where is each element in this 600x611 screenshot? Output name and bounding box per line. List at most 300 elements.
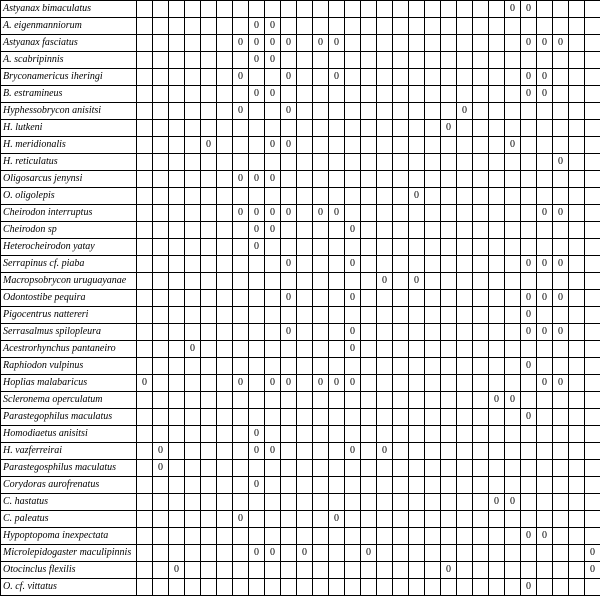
occurrence-cell [505, 188, 521, 205]
occurrence-cell [217, 86, 233, 103]
occurrence-cell [169, 256, 185, 273]
occurrence-cell [169, 324, 185, 341]
occurrence-cell [169, 290, 185, 307]
occurrence-cell [217, 273, 233, 290]
occurrence-cell [185, 239, 201, 256]
occurrence-cell [521, 171, 537, 188]
occurrence-cell [457, 511, 473, 528]
occurrence-cell [201, 494, 217, 511]
occurrence-cell [185, 545, 201, 562]
table-row [1, 426, 600, 443]
occurrence-cell [425, 528, 441, 545]
occurrence-cell [137, 103, 153, 120]
occurrence-cell [137, 188, 153, 205]
occurrence-cell [393, 222, 409, 239]
occurrence-cell [137, 1, 153, 18]
occurrence-cell [569, 188, 585, 205]
occurrence-cell [201, 120, 217, 137]
occurrence-cell [281, 188, 297, 205]
occurrence-cell [169, 205, 185, 222]
occurrence-cell [169, 375, 185, 392]
occurrence-cell [585, 511, 600, 528]
occurrence-cell [537, 120, 553, 137]
occurrence-cell [553, 443, 569, 460]
occurrence-cell [393, 205, 409, 222]
occurrence-cell [457, 137, 473, 154]
occurrence-cell [425, 52, 441, 69]
occurrence-cell [281, 18, 297, 35]
occurrence-cell [457, 324, 473, 341]
occurrence-cell [537, 545, 553, 562]
occurrence-cell [201, 52, 217, 69]
occurrence-cell [217, 205, 233, 222]
occurrence-cell [137, 426, 153, 443]
occurrence-cell [137, 239, 153, 256]
occurrence-cell [473, 256, 489, 273]
occurrence-cell [553, 239, 569, 256]
occurrence-cell [505, 307, 521, 324]
occurrence-cell [233, 86, 249, 103]
occurrence-cell [185, 256, 201, 273]
occurrence-cell [569, 35, 585, 52]
occurrence-cell: 0 [249, 205, 265, 222]
occurrence-cell [201, 324, 217, 341]
occurrence-cell [553, 494, 569, 511]
occurrence-cell [505, 443, 521, 460]
occurrence-cell [425, 511, 441, 528]
occurrence-cell [361, 103, 377, 120]
occurrence-cell [233, 137, 249, 154]
occurrence-cell [217, 545, 233, 562]
occurrence-cell: 0 [297, 545, 313, 562]
occurrence-cell [345, 154, 361, 171]
occurrence-cell [329, 494, 345, 511]
occurrence-cell [489, 86, 505, 103]
occurrence-cell [137, 69, 153, 86]
occurrence-cell: 0 [265, 137, 281, 154]
occurrence-cell [313, 392, 329, 409]
occurrence-cell [425, 239, 441, 256]
occurrence-cell [329, 341, 345, 358]
occurrence-cell [393, 392, 409, 409]
occurrence-cell: 0 [361, 545, 377, 562]
occurrence-cell [201, 307, 217, 324]
occurrence-cell: 0 [233, 375, 249, 392]
occurrence-cell [297, 494, 313, 511]
occurrence-cell: 0 [537, 35, 553, 52]
occurrence-cell [377, 307, 393, 324]
occurrence-cell [521, 120, 537, 137]
occurrence-cell [185, 137, 201, 154]
occurrence-cell [297, 256, 313, 273]
occurrence-cell [585, 256, 600, 273]
occurrence-cell [425, 494, 441, 511]
occurrence-cell [169, 392, 185, 409]
occurrence-cell [553, 562, 569, 579]
occurrence-cell [569, 239, 585, 256]
table-body [1, 1, 600, 596]
occurrence-cell: 0 [521, 324, 537, 341]
occurrence-cell [297, 324, 313, 341]
table-row [1, 52, 600, 69]
occurrence-cell [553, 52, 569, 69]
occurrence-cell: 0 [521, 69, 537, 86]
occurrence-cell [265, 69, 281, 86]
occurrence-cell [425, 222, 441, 239]
occurrence-cell [377, 545, 393, 562]
occurrence-cell [249, 290, 265, 307]
occurrence-cell [441, 69, 457, 86]
occurrence-cell: 0 [441, 562, 457, 579]
occurrence-cell [345, 188, 361, 205]
occurrence-cell [153, 35, 169, 52]
occurrence-cell [217, 324, 233, 341]
occurrence-cell [473, 86, 489, 103]
occurrence-cell [361, 18, 377, 35]
occurrence-cell: 0 [537, 324, 553, 341]
occurrence-cell: 0 [281, 69, 297, 86]
occurrence-cell [473, 460, 489, 477]
occurrence-cell [281, 273, 297, 290]
occurrence-cell [377, 579, 393, 596]
occurrence-cell [489, 511, 505, 528]
occurrence-cell [537, 426, 553, 443]
occurrence-cell [473, 494, 489, 511]
occurrence-cell [393, 307, 409, 324]
occurrence-cell [313, 443, 329, 460]
occurrence-cell [169, 341, 185, 358]
occurrence-cell [217, 409, 233, 426]
occurrence-cell [425, 256, 441, 273]
occurrence-cell [537, 443, 553, 460]
occurrence-cell [329, 460, 345, 477]
species-name: Microlepidogaster maculipinnis [1, 545, 137, 562]
occurrence-cell: 0 [521, 290, 537, 307]
occurrence-cell: 0 [521, 409, 537, 426]
occurrence-cell [489, 154, 505, 171]
occurrence-cell [505, 511, 521, 528]
occurrence-cell [249, 120, 265, 137]
occurrence-cell [457, 120, 473, 137]
occurrence-cell [441, 35, 457, 52]
occurrence-cell [537, 222, 553, 239]
table-row [1, 273, 600, 290]
occurrence-cell [553, 137, 569, 154]
occurrence-cell: 0 [249, 222, 265, 239]
occurrence-cell [233, 528, 249, 545]
occurrence-cell [185, 35, 201, 52]
occurrence-cell [553, 171, 569, 188]
occurrence-cell [425, 341, 441, 358]
occurrence-cell [425, 188, 441, 205]
species-name: Hoplias malabaricus [1, 375, 137, 392]
occurrence-cell [473, 324, 489, 341]
occurrence-cell [345, 205, 361, 222]
occurrence-cell [409, 460, 425, 477]
occurrence-cell [377, 324, 393, 341]
occurrence-cell [185, 494, 201, 511]
occurrence-cell [441, 154, 457, 171]
occurrence-cell [297, 426, 313, 443]
occurrence-cell [361, 494, 377, 511]
occurrence-cell [345, 511, 361, 528]
occurrence-cell [265, 426, 281, 443]
occurrence-cell: 0 [313, 375, 329, 392]
table-row [1, 86, 600, 103]
occurrence-cell: 0 [265, 375, 281, 392]
species-name: H. reticulatus [1, 154, 137, 171]
occurrence-cell [313, 426, 329, 443]
occurrence-cell [393, 545, 409, 562]
occurrence-cell [393, 188, 409, 205]
occurrence-cell [249, 511, 265, 528]
occurrence-cell [217, 392, 233, 409]
occurrence-cell [473, 1, 489, 18]
occurrence-cell: 0 [281, 375, 297, 392]
occurrence-cell [345, 545, 361, 562]
table-row [1, 205, 600, 222]
occurrence-cell [569, 290, 585, 307]
occurrence-cell [137, 324, 153, 341]
occurrence-cell [569, 52, 585, 69]
occurrence-cell [201, 256, 217, 273]
occurrence-cell [297, 171, 313, 188]
occurrence-cell [265, 409, 281, 426]
occurrence-cell [345, 392, 361, 409]
occurrence-cell [457, 222, 473, 239]
occurrence-cell [537, 409, 553, 426]
occurrence-cell [297, 307, 313, 324]
occurrence-cell [265, 528, 281, 545]
occurrence-cell [441, 324, 457, 341]
occurrence-cell [361, 409, 377, 426]
occurrence-cell [457, 69, 473, 86]
occurrence-cell [489, 1, 505, 18]
occurrence-cell [345, 562, 361, 579]
occurrence-cell [361, 154, 377, 171]
occurrence-cell [409, 341, 425, 358]
occurrence-cell [233, 120, 249, 137]
occurrence-cell [441, 460, 457, 477]
occurrence-cell [169, 188, 185, 205]
occurrence-cell [249, 324, 265, 341]
occurrence-cell [441, 256, 457, 273]
occurrence-cell [313, 239, 329, 256]
species-name: Scleronema operculatum [1, 392, 137, 409]
occurrence-cell: 0 [265, 222, 281, 239]
occurrence-cell [153, 171, 169, 188]
occurrence-cell [537, 18, 553, 35]
occurrence-cell [409, 35, 425, 52]
occurrence-cell [505, 409, 521, 426]
occurrence-cell [201, 103, 217, 120]
occurrence-cell [169, 460, 185, 477]
occurrence-cell [329, 18, 345, 35]
occurrence-cell [153, 409, 169, 426]
occurrence-cell [217, 460, 233, 477]
occurrence-cell [425, 375, 441, 392]
occurrence-cell [441, 52, 457, 69]
occurrence-cell [585, 579, 600, 596]
occurrence-cell [569, 477, 585, 494]
occurrence-cell [521, 426, 537, 443]
occurrence-cell [585, 69, 600, 86]
occurrence-cell [521, 18, 537, 35]
occurrence-cell: 0 [313, 35, 329, 52]
occurrence-cell [169, 528, 185, 545]
occurrence-cell [425, 426, 441, 443]
occurrence-cell: 0 [553, 35, 569, 52]
occurrence-cell [585, 18, 600, 35]
occurrence-cell [457, 562, 473, 579]
occurrence-cell [249, 341, 265, 358]
occurrence-cell [521, 511, 537, 528]
species-name: Heterocheirodon yatay [1, 239, 137, 256]
occurrence-cell [185, 443, 201, 460]
occurrence-cell [297, 222, 313, 239]
occurrence-cell [313, 562, 329, 579]
occurrence-cell [489, 18, 505, 35]
occurrence-cell [313, 579, 329, 596]
occurrence-cell [441, 511, 457, 528]
occurrence-cell [185, 222, 201, 239]
occurrence-cell [169, 477, 185, 494]
occurrence-cell [505, 69, 521, 86]
occurrence-cell [297, 103, 313, 120]
occurrence-cell [585, 154, 600, 171]
occurrence-cell [281, 171, 297, 188]
occurrence-cell: 0 [521, 35, 537, 52]
occurrence-cell: 0 [329, 35, 345, 52]
occurrence-cell: 0 [233, 69, 249, 86]
occurrence-cell [521, 460, 537, 477]
occurrence-cell [393, 460, 409, 477]
occurrence-cell [425, 545, 441, 562]
occurrence-cell [569, 205, 585, 222]
occurrence-cell [569, 103, 585, 120]
occurrence-cell [249, 392, 265, 409]
occurrence-cell: 0 [281, 290, 297, 307]
occurrence-cell [137, 477, 153, 494]
occurrence-cell [137, 273, 153, 290]
occurrence-cell [361, 426, 377, 443]
occurrence-cell [377, 358, 393, 375]
occurrence-cell [329, 443, 345, 460]
occurrence-cell [361, 69, 377, 86]
occurrence-cell [489, 528, 505, 545]
occurrence-cell [217, 69, 233, 86]
occurrence-cell: 0 [345, 290, 361, 307]
table-row [1, 307, 600, 324]
occurrence-cell [457, 86, 473, 103]
occurrence-cell [281, 341, 297, 358]
species-name: Cheirodon sp [1, 222, 137, 239]
occurrence-cell [361, 137, 377, 154]
occurrence-cell [457, 18, 473, 35]
occurrence-cell [201, 86, 217, 103]
occurrence-cell [489, 205, 505, 222]
occurrence-cell [361, 1, 377, 18]
species-name: Corydoras aurofrenatus [1, 477, 137, 494]
occurrence-cell [393, 120, 409, 137]
occurrence-cell [569, 120, 585, 137]
occurrence-cell [505, 341, 521, 358]
occurrence-cell [409, 324, 425, 341]
occurrence-cell [153, 256, 169, 273]
occurrence-cell [345, 494, 361, 511]
occurrence-cell [377, 392, 393, 409]
occurrence-cell [169, 307, 185, 324]
occurrence-cell: 0 [537, 256, 553, 273]
occurrence-cell [217, 256, 233, 273]
occurrence-cell [329, 137, 345, 154]
occurrence-cell: 0 [153, 460, 169, 477]
occurrence-cell [217, 562, 233, 579]
occurrence-cell [569, 528, 585, 545]
occurrence-cell [153, 188, 169, 205]
occurrence-cell: 0 [553, 375, 569, 392]
table-row [1, 511, 600, 528]
occurrence-cell [585, 528, 600, 545]
occurrence-cell [345, 358, 361, 375]
occurrence-cell [521, 154, 537, 171]
occurrence-cell: 0 [233, 511, 249, 528]
occurrence-cell [425, 35, 441, 52]
occurrence-cell [457, 477, 473, 494]
occurrence-cell [393, 137, 409, 154]
occurrence-cell [217, 579, 233, 596]
occurrence-cell [249, 188, 265, 205]
species-name: C. paleatus [1, 511, 137, 528]
occurrence-cell [361, 375, 377, 392]
occurrence-cell [345, 171, 361, 188]
table-row [1, 239, 600, 256]
occurrence-cell [297, 477, 313, 494]
occurrence-cell [329, 307, 345, 324]
occurrence-cell [457, 35, 473, 52]
occurrence-cell [185, 511, 201, 528]
occurrence-cell [169, 103, 185, 120]
occurrence-cell [361, 358, 377, 375]
occurrence-cell [393, 443, 409, 460]
occurrence-cell [425, 477, 441, 494]
occurrence-cell [361, 222, 377, 239]
occurrence-cell [297, 392, 313, 409]
occurrence-cell: 0 [537, 86, 553, 103]
occurrence-cell [505, 562, 521, 579]
occurrence-cell [185, 477, 201, 494]
occurrence-cell [505, 18, 521, 35]
occurrence-cell [153, 205, 169, 222]
species-name: H. vazferreirai [1, 443, 137, 460]
species-name: Hyphessobrycon anisitsi [1, 103, 137, 120]
occurrence-cell: 0 [265, 35, 281, 52]
occurrence-cell [585, 341, 600, 358]
occurrence-cell [329, 545, 345, 562]
occurrence-cell: 0 [521, 86, 537, 103]
occurrence-cell [553, 273, 569, 290]
occurrence-cell [569, 511, 585, 528]
occurrence-cell [441, 188, 457, 205]
occurrence-cell [473, 188, 489, 205]
occurrence-cell [521, 341, 537, 358]
occurrence-cell [217, 18, 233, 35]
occurrence-cell: 0 [553, 290, 569, 307]
occurrence-cell [201, 273, 217, 290]
table-row [1, 256, 600, 273]
occurrence-cell [169, 358, 185, 375]
occurrence-cell [377, 256, 393, 273]
